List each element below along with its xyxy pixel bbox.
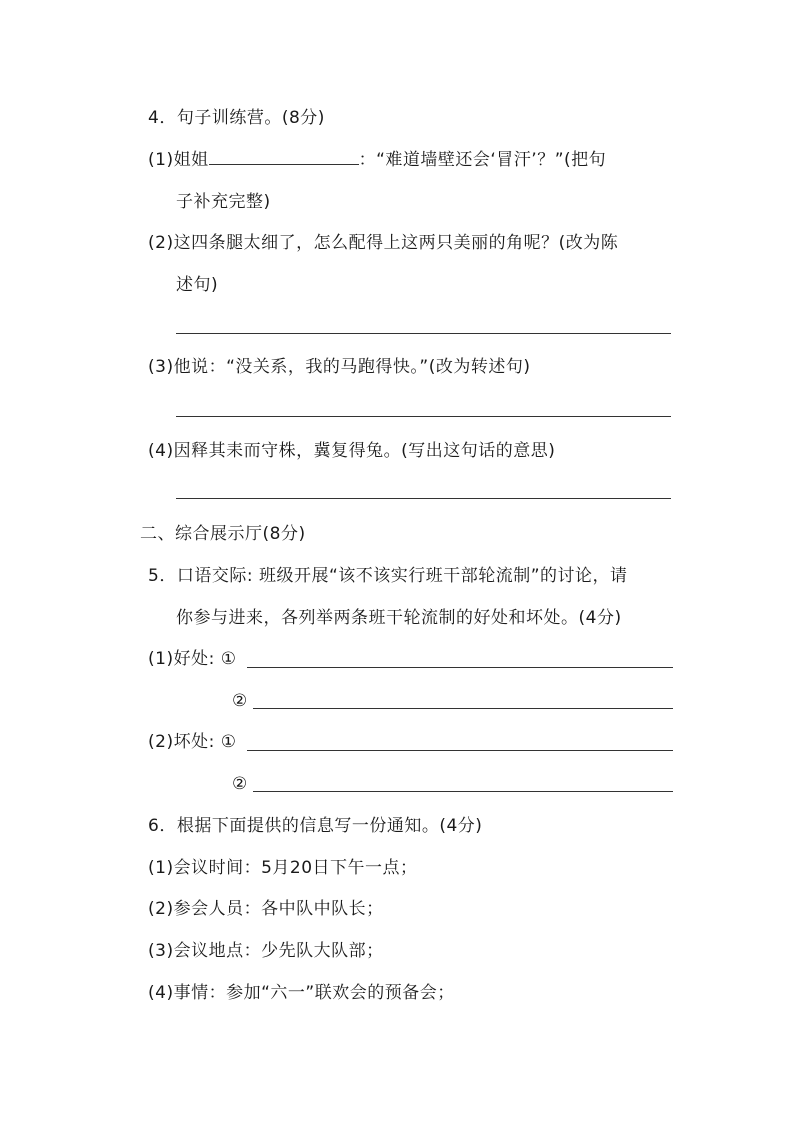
section2-title: 二、综合展示厅(8分) (140, 524, 306, 544)
q5-good-second: ② (232, 691, 248, 711)
q4-item3-answer-line[interactable] (176, 416, 671, 417)
q6-item2: (2)参会人员：各中队中队长； (148, 899, 384, 919)
q4-item3: (3)他说：“没关系，我的马跑得快。”(改为转述句) (148, 357, 531, 377)
q6-item4: (4)事情：参加“六一”联欢会的预备会； (148, 983, 455, 1003)
q5-good-label: (1)好处: ① (148, 649, 237, 669)
q4-item2: (2)这四条腿太细了，怎么配得上这两只美丽的角呢？(改为陈 (148, 233, 619, 253)
q4-title: 4．句子训练营。(8分) (148, 108, 325, 128)
q4-item1-prefix: (1)姐姐 (148, 150, 209, 170)
q6-title: 6．根据下面提供的信息写一份通知。(4分) (148, 816, 483, 836)
q4-item1-blank[interactable] (209, 150, 359, 165)
q5-title: 5．口语交际: 班级开展“该不该实行班干部轮流制”的讨论，请 (148, 566, 628, 586)
q5-bad-1-answer-line[interactable] (247, 750, 673, 751)
q5-bad-2-answer-line[interactable] (253, 791, 673, 792)
q5-bad-second: ② (232, 774, 248, 794)
q5-good-1-answer-line[interactable] (247, 667, 673, 668)
q4-item2-cont: 述句) (176, 275, 219, 295)
q5-bad-label: (2)坏处: ① (148, 732, 237, 752)
q6-item1: (1)会议时间：5月20日下午一点； (148, 858, 418, 878)
q4-item4: (4)因释其耒而守株，冀复得兔。(写出这句话的意思) (148, 441, 556, 461)
q5-title-cont: 你参与进来，各列举两条班干轮流制的好处和坏处。(4分) (176, 608, 622, 628)
q4-item4-answer-line[interactable] (176, 498, 671, 499)
q6-item3: (3)会议地点：少先队大队部； (148, 941, 384, 961)
q4-item2-answer-line[interactable] (176, 333, 671, 334)
q4-item1-suffix: ：“难道墙壁还会‘冒汗’？”(把句 (358, 150, 607, 170)
q4-item1-cont: 子补充完整) (176, 192, 271, 212)
q5-good-2-answer-line[interactable] (253, 708, 673, 709)
q4-item1 (148, 149, 606, 171)
